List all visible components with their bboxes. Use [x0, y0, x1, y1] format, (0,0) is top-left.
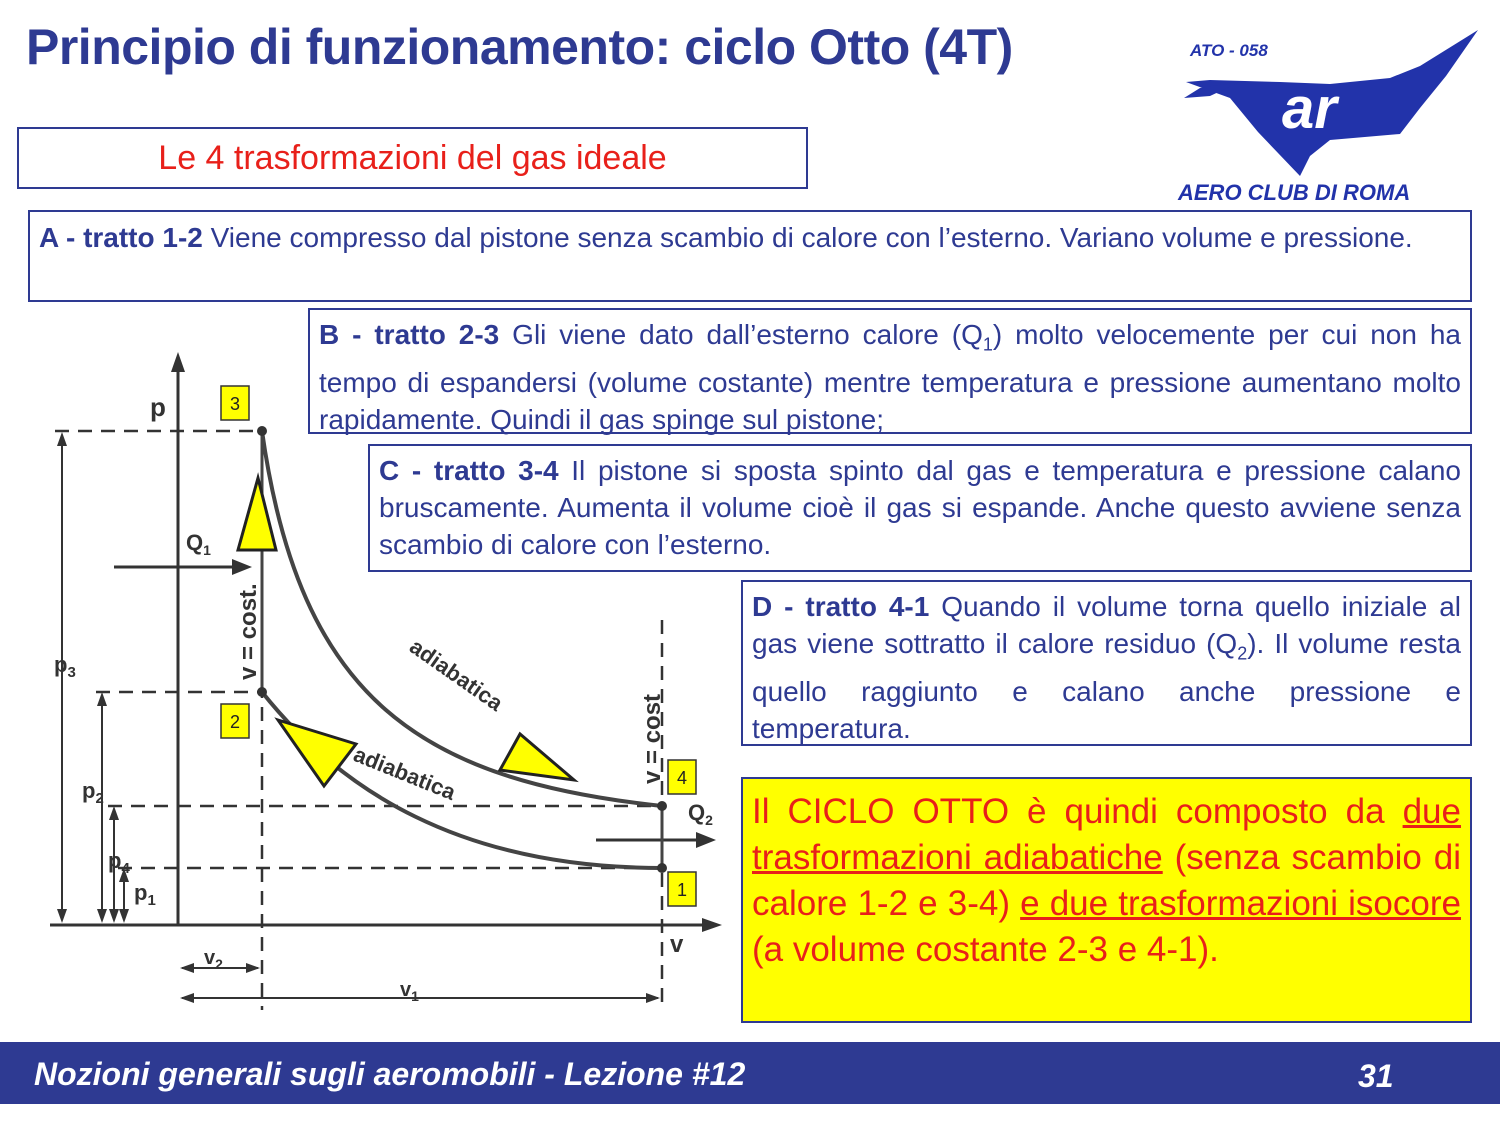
- logo-monogram: ar: [1282, 76, 1337, 141]
- point-3: [257, 426, 267, 436]
- box-b: B - tratto 2-3 Gli viene dato dall’esterno calore $(Q_1)$ molto velocemente per cui non ha tempo di espandersi (volume costante) mentre temperatura e pressione aumentano molto rapidamente. Quindi il gas spinge sul pistone;: [308, 308, 1472, 434]
- p-axis-arrow: [171, 352, 185, 372]
- subtitle: Le 4 trasformazioni del gas ideale: [158, 138, 667, 177]
- p1-label: $p_1$: [134, 880, 156, 909]
- box-c-label: C - tratto 3-4: [379, 455, 559, 486]
- logo-code: ATO - 058: [1190, 41, 1268, 60]
- footer-text: Nozioni generali sugli aeromobili - Lezione #12: [34, 1056, 746, 1092]
- box-d: D - tratto 4-1 Quando il volume torna quello iniziale al gas viene sottratto il calore residuo $(Q_2)$. Il volume resta quello raggiunto e calano anche pressione e temperatura.: [741, 580, 1472, 746]
- logo-name: AERO CLUB DI ROMA: [1178, 180, 1411, 205]
- adiabatica-lower-label: adiabatica: [350, 741, 460, 805]
- p-axis-label: p: [150, 392, 166, 422]
- box-c: [368, 444, 1472, 572]
- p2-label: $p_2$: [82, 778, 104, 807]
- point-label-4: 4: [676, 768, 688, 788]
- v-cost-left-label: v = cost.: [235, 583, 262, 680]
- page-title: Principio di funzionamento: ciclo Otto (4T): [26, 19, 1013, 75]
- v-cost-right-label: v = cost: [639, 693, 666, 784]
- box-a-label: A - tratto 1-2: [39, 222, 203, 253]
- subtitle-box: [17, 127, 808, 189]
- page-number: 31: [1358, 1058, 1394, 1094]
- box-b-label: B - tratto 2-3: [319, 319, 500, 350]
- point-label-1: 1: [676, 880, 688, 900]
- summary-box: Il CICLO OTTO è quindi composto da due trasformazioni adiabatiche (senza scambio di calore 1-2 e 3-4) e due trasformazioni isocore (a volume costante 2-3 e 4-1).: [741, 777, 1472, 1023]
- box-d-label: D - tratto 4-1: [752, 591, 930, 622]
- marker-upleft-icon: [278, 720, 356, 786]
- v1-label: $v_1$: [400, 979, 419, 1004]
- q1-arrowhead: [232, 559, 252, 575]
- adiabatica-upper-label: adiabatica: [405, 633, 508, 716]
- point-1: [657, 863, 667, 873]
- box-c-text: Il pistone si sposta spinto dal gas e temperatura e pressione calano bruscamente. Aumenta il volume cioè il gas si espande. Anche questo avviene senza scambio di calore con l’esterno.: [379, 455, 1461, 560]
- summary-underline-adiabatic: due trasformazioni adiabatiche: [752, 792, 1461, 877]
- point-4: [657, 801, 667, 811]
- box-a-text: Viene compresso dal pistone senza scambio di calore con l’esterno. Variano volume e pressione.: [202, 222, 1413, 253]
- summary-underline-isochoric: e due trasformazioni isocore: [1020, 884, 1461, 923]
- v-axis-arrow: [702, 918, 722, 932]
- point-label-2: 2: [229, 712, 241, 732]
- v-axis-label: v: [670, 931, 684, 958]
- box-a: [28, 210, 1472, 302]
- point-2: [257, 687, 267, 697]
- v2-label: $v_2$: [204, 947, 223, 972]
- aero-club-logo: [1170, 28, 1490, 208]
- p4-label: $p_4$: [108, 848, 130, 877]
- marker-downright-icon: [500, 734, 574, 780]
- footer-bar: [0, 1042, 1500, 1104]
- q1-label: $Q_1$: [186, 530, 211, 558]
- q2-arrowhead: [696, 832, 716, 848]
- point-label-3: 3: [229, 394, 241, 414]
- p3-label: $p_3$: [54, 652, 76, 681]
- q2-label: $Q_2$: [688, 800, 713, 828]
